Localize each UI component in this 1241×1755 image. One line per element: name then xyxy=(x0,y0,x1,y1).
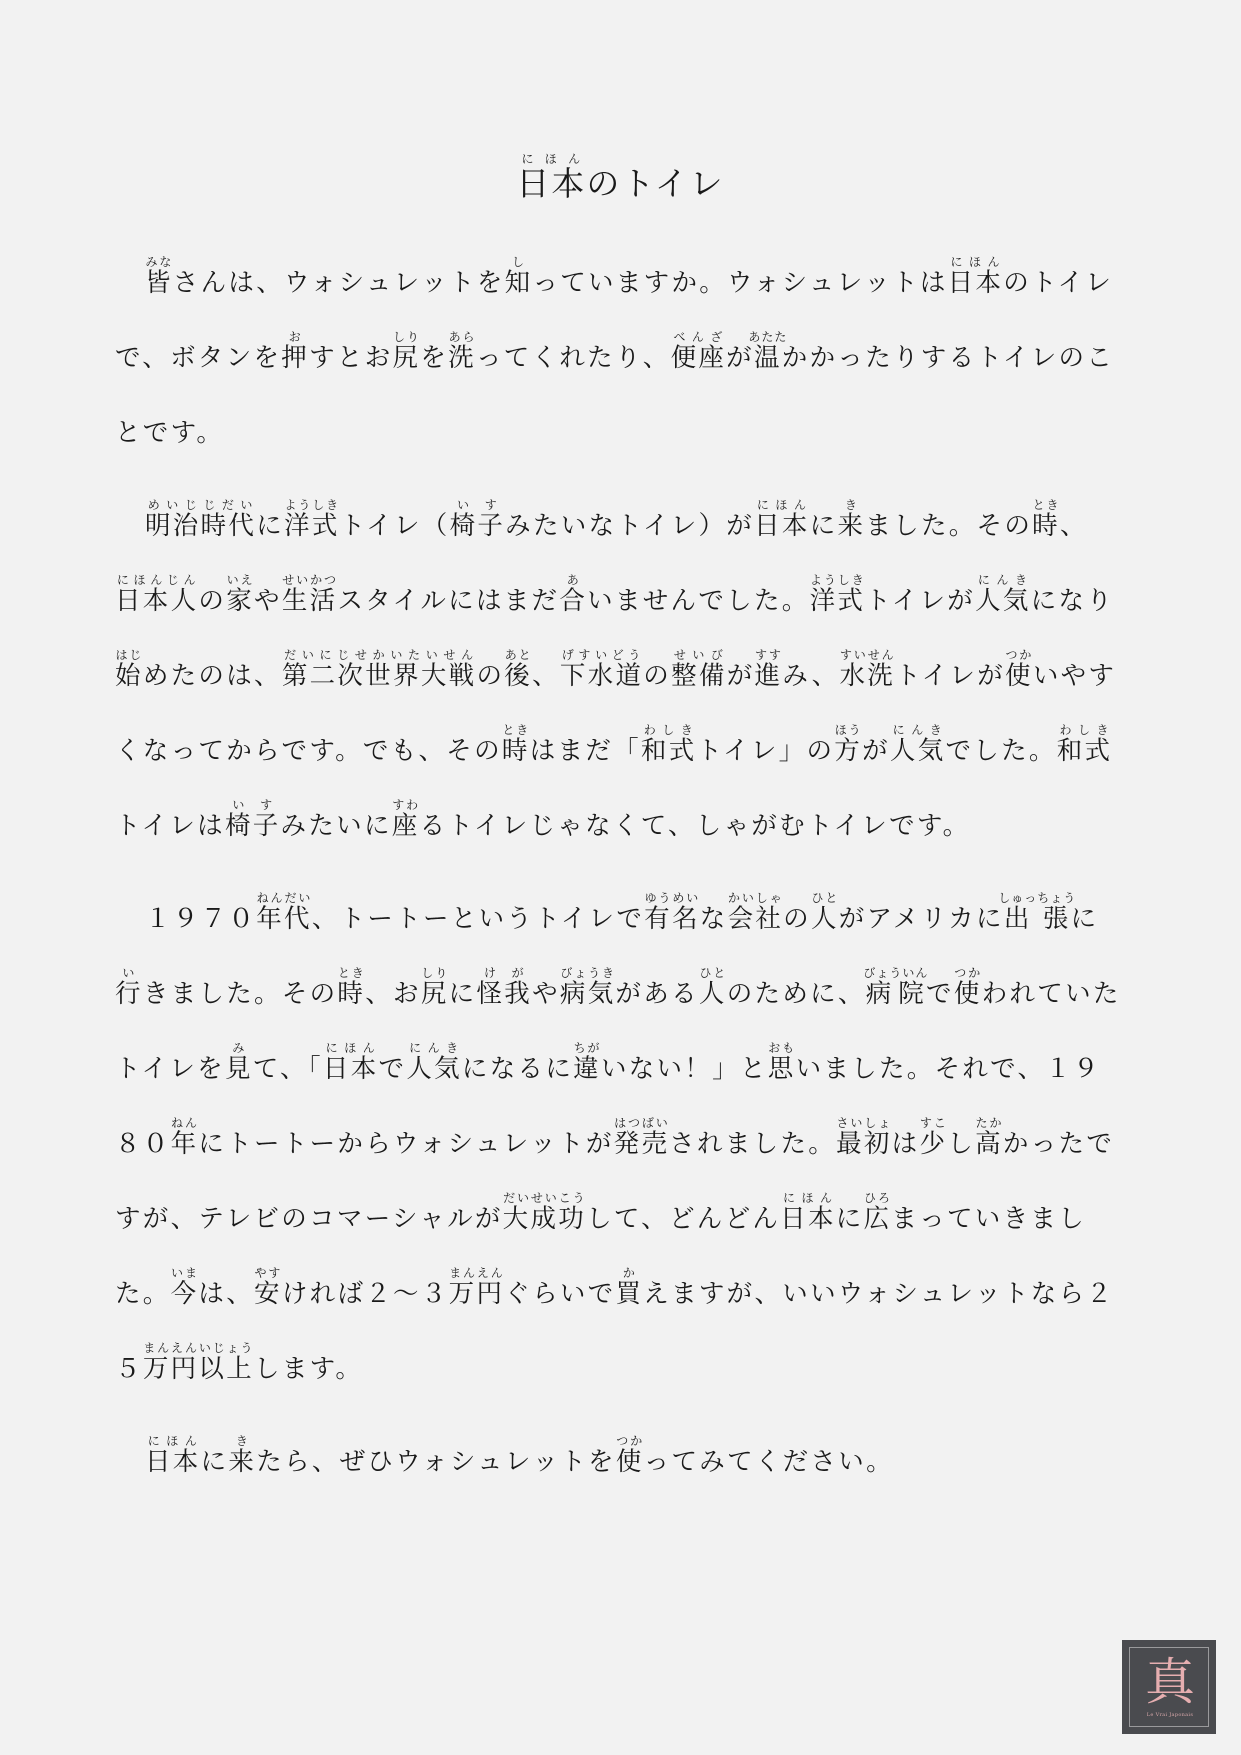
text-run: のトイレで、ボタンを xyxy=(115,268,1114,373)
furigana-word xyxy=(671,648,727,691)
text-run: になるに xyxy=(461,1054,574,1084)
furigana-word xyxy=(448,1266,505,1309)
text-run: みたいに xyxy=(280,811,392,841)
logo-kanji: 真 xyxy=(1145,1653,1195,1711)
furigana-reading: にほん xyxy=(754,498,810,512)
kanji-base: 家 xyxy=(226,586,255,616)
text-run: スタイルにはまだ xyxy=(337,586,560,616)
kanji-base: 洋式 xyxy=(284,511,340,541)
furigana-reading: びょうき xyxy=(559,966,616,980)
furigana-reading: びょういん xyxy=(863,966,929,980)
furigana-word xyxy=(559,966,616,1009)
text-run: いませんでした。 xyxy=(587,586,810,616)
text-run: が xyxy=(726,661,755,691)
kanji-base: 尻 xyxy=(420,979,449,1009)
furigana-word xyxy=(748,330,788,373)
furigana-word xyxy=(975,1116,1003,1159)
furigana-word xyxy=(115,573,199,616)
text-run: して、どんどん xyxy=(586,1204,781,1234)
text-run: に xyxy=(809,511,838,541)
text-run: に xyxy=(200,1447,229,1477)
furigana-word xyxy=(975,573,1031,616)
kanji-base: 方 xyxy=(834,736,863,766)
furigana-reading: まんえんいじょう xyxy=(142,1341,254,1355)
furigana-reading: き xyxy=(228,1434,257,1448)
text-run: るトイレじゃなくて、しゃがむトイレです。 xyxy=(419,811,971,841)
furigana-word xyxy=(224,1041,253,1084)
furigana-reading: にほん xyxy=(322,1041,379,1055)
kanji-base: 日本 xyxy=(754,511,810,541)
text-run: かかったりするトイレのことです。 xyxy=(115,343,1115,448)
furigana-reading: か xyxy=(615,1266,644,1280)
text-run: の xyxy=(783,904,811,934)
furigana-reading: にんき xyxy=(889,723,946,737)
furigana-word xyxy=(615,1434,644,1477)
kanji-base: 後 xyxy=(504,661,533,691)
furigana-reading: ようしき xyxy=(284,498,340,512)
text-run: に xyxy=(448,979,477,1009)
furigana-reading: ようしき xyxy=(809,573,866,587)
furigana-word xyxy=(613,1116,670,1159)
furigana-word xyxy=(256,891,312,934)
furigana-word xyxy=(767,1041,796,1084)
furigana-word xyxy=(836,1116,892,1159)
kanji-base: 怪我 xyxy=(476,979,533,1009)
kanji-base: 出張 xyxy=(998,904,1077,934)
furigana-word xyxy=(670,330,727,373)
furigana-reading: たか xyxy=(975,1116,1003,1130)
furigana-word xyxy=(502,1191,587,1234)
furigana-word xyxy=(145,1434,201,1477)
text-run: で xyxy=(926,979,954,1009)
kanji-base: 使 xyxy=(615,1447,644,1477)
kanji-base: 人気 xyxy=(975,586,1031,616)
furigana-word xyxy=(322,1041,379,1084)
text-run: や xyxy=(532,979,560,1009)
furigana-word xyxy=(839,648,896,691)
furigana-word xyxy=(727,891,784,934)
furigana-reading: すす xyxy=(754,648,783,662)
text-run: し xyxy=(947,1129,976,1159)
text-run: みたいなトイレ）が xyxy=(505,511,755,541)
text-run: たら、ぜひウォシュレットを xyxy=(256,1447,616,1477)
kanji-base: 万円 xyxy=(448,1279,505,1309)
paragraph-3 xyxy=(115,882,1125,1407)
furigana-reading: にほん xyxy=(947,255,1004,269)
text-run: が xyxy=(862,736,890,766)
furigana-word xyxy=(615,1266,644,1309)
furigana-reading: ほう xyxy=(834,723,863,737)
furigana-reading: とき xyxy=(1032,498,1060,512)
text-run: になり xyxy=(1030,586,1115,616)
furigana-reading: すいせん xyxy=(839,648,896,662)
furigana-reading: わしき xyxy=(640,723,697,737)
kanji-base: 来 xyxy=(837,511,866,541)
furigana-word xyxy=(573,1041,601,1084)
furigana-word xyxy=(919,1116,948,1159)
furigana-word xyxy=(953,966,982,1009)
furigana-word xyxy=(420,966,449,1009)
furigana-word xyxy=(559,573,588,616)
text-run: まっていきました。 xyxy=(115,1204,1087,1309)
furigana-reading: しり xyxy=(392,330,421,344)
brand-logo xyxy=(1122,1640,1216,1734)
furigana-reading: にんき xyxy=(406,1041,462,1055)
page-title xyxy=(0,150,1241,218)
text-run: が xyxy=(726,343,754,373)
furigana-word xyxy=(448,330,476,373)
kanji-base: 有名 xyxy=(644,904,700,934)
kanji-base: 来 xyxy=(228,1447,257,1477)
furigana-reading: げすいどう xyxy=(559,648,644,662)
furigana-reading: わしき xyxy=(1056,723,1113,737)
kanji-base: 病気 xyxy=(559,979,616,1009)
kanji-base: 思 xyxy=(767,1054,796,1084)
furigana-word xyxy=(115,648,143,691)
furigana-reading: せいかつ xyxy=(281,573,338,587)
furigana-reading: かいしゃ xyxy=(727,891,784,905)
furigana-reading: にほん xyxy=(780,1191,836,1205)
furigana-reading: いす xyxy=(224,798,281,812)
text-run: て、「 xyxy=(252,1054,323,1084)
kanji-base: 行 xyxy=(115,979,143,1009)
text-run: 、 xyxy=(1059,511,1088,541)
kanji-base: 知 xyxy=(504,268,533,298)
kanji-base: 人気 xyxy=(406,1054,462,1084)
furigana-reading: つか xyxy=(1005,648,1033,662)
kanji-base: 尻 xyxy=(392,343,421,373)
kanji-base: 使 xyxy=(1005,661,1033,691)
furigana-reading: にほん xyxy=(145,1434,201,1448)
kanji-base: 押 xyxy=(281,343,310,373)
furigana-reading: ひろ xyxy=(863,1191,892,1205)
kanji-base: 水洗 xyxy=(839,661,896,691)
furigana-word xyxy=(1005,648,1033,691)
furigana-reading: ひと xyxy=(810,891,839,905)
furigana-word xyxy=(337,966,366,1009)
kanji-base: 見 xyxy=(224,1054,253,1084)
text-run: いやすくなってからです。でも、その xyxy=(115,661,1117,766)
furigana-reading: き xyxy=(837,498,866,512)
kanji-base: 年 xyxy=(170,1129,199,1159)
furigana-reading: いす xyxy=(449,498,506,512)
kanji-base: 椅子 xyxy=(449,511,506,541)
kanji-base: 始 xyxy=(115,661,143,691)
kanji-base: 日本 xyxy=(322,1054,379,1084)
furigana-reading: ちが xyxy=(573,1041,601,1055)
furigana-word xyxy=(640,723,697,766)
furigana-word xyxy=(224,798,281,841)
text-run: がアメリカに xyxy=(838,904,1004,934)
furigana-word xyxy=(228,1434,257,1477)
text-run: きました。その xyxy=(142,979,338,1009)
logo-frame xyxy=(1129,1647,1209,1727)
furigana-word xyxy=(810,891,839,934)
furigana-word xyxy=(644,891,700,934)
text-run: や xyxy=(254,586,282,616)
kanji-base: 少 xyxy=(919,1129,948,1159)
furigana-word xyxy=(281,330,310,373)
furigana-word xyxy=(1056,723,1113,766)
kanji-base: 広 xyxy=(863,1204,892,1234)
furigana-reading: つか xyxy=(615,1434,644,1448)
furigana-word xyxy=(391,798,420,841)
text-run: 、お xyxy=(365,979,421,1009)
text-run: トイレは xyxy=(115,811,225,841)
furigana-word xyxy=(1032,498,1060,541)
kanji-base: 時 xyxy=(337,979,366,1009)
kanji-base: 今 xyxy=(170,1279,199,1309)
text-run: にトートーからウォシュレットが xyxy=(198,1129,614,1159)
furigana-reading: いま xyxy=(170,1266,199,1280)
text-run: トイレが xyxy=(895,661,1006,691)
furigana-reading: みな xyxy=(145,255,173,269)
furigana-reading: さいしょ xyxy=(836,1116,892,1130)
text-run: は、 xyxy=(198,1279,255,1309)
text-run: の xyxy=(643,661,672,691)
text-run: っていますか。ウォシュレットは xyxy=(532,268,948,298)
furigana-reading: ねん xyxy=(170,1116,199,1130)
text-run: に xyxy=(1070,904,1099,934)
text-run: ってくれたり、 xyxy=(475,343,671,373)
furigana-reading: ゆうめい xyxy=(644,891,700,905)
furigana-word xyxy=(406,1041,462,1084)
furigana-reading: あと xyxy=(504,648,533,662)
furigana-reading: とき xyxy=(501,723,530,737)
furigana-reading: せいび xyxy=(671,648,727,662)
furigana-word xyxy=(863,966,929,1009)
text-run: の xyxy=(476,661,505,691)
furigana-reading: にんき xyxy=(975,573,1031,587)
text-run: ってみてください。 xyxy=(643,1447,894,1477)
kanji-base: 時 xyxy=(1032,511,1060,541)
paragraph-1 xyxy=(115,246,1125,471)
furigana-word xyxy=(170,1266,199,1309)
text-run: めたのは、 xyxy=(142,661,282,691)
furigana-word xyxy=(754,498,810,541)
kanji-base: 皆 xyxy=(145,268,173,298)
text-run: ぐらいで xyxy=(504,1279,616,1309)
kanji-base: 日本人 xyxy=(115,586,199,616)
logo-subtitle: Le Vrai Japonais xyxy=(1146,1712,1194,1718)
furigana-word xyxy=(476,966,533,1009)
kanji-base: 進 xyxy=(754,661,783,691)
furigana-word xyxy=(281,573,338,616)
furigana-word xyxy=(115,966,143,1009)
kanji-base: 整備 xyxy=(671,661,727,691)
furigana-word xyxy=(142,1341,255,1384)
text-run: さんは、ウォシュレットを xyxy=(172,268,505,298)
paragraph-2 xyxy=(115,489,1125,864)
kanji-base: 洋式 xyxy=(809,586,866,616)
title-ruby xyxy=(516,152,587,203)
text-run: トイレ（ xyxy=(339,511,450,541)
title-kanji: 日本 xyxy=(516,164,587,203)
text-run: されました。 xyxy=(669,1129,837,1159)
text-run: １９７０ xyxy=(145,904,257,934)
furigana-word xyxy=(837,498,866,541)
text-run: を xyxy=(420,343,449,373)
furigana-reading: だいにじせかいたいせん xyxy=(281,648,477,662)
furigana-reading: にほんじん xyxy=(115,573,199,587)
furigana-reading: はじ xyxy=(115,648,143,662)
furigana-reading: いえ xyxy=(226,573,255,587)
text-run: すとお xyxy=(309,343,393,373)
furigana-word xyxy=(504,648,533,691)
kanji-base: 発売 xyxy=(613,1129,670,1159)
kanji-base: 日本 xyxy=(780,1204,836,1234)
title-furigana: にほん xyxy=(516,152,587,166)
kanji-base: 万円以上 xyxy=(142,1354,255,1384)
title-rest: のトイレ xyxy=(586,164,725,203)
kanji-base: 洗 xyxy=(448,343,476,373)
text-run: のために、 xyxy=(726,979,866,1009)
text-run: がある xyxy=(615,979,699,1009)
kanji-base: 時 xyxy=(501,736,530,766)
paragraph-4 xyxy=(115,1425,1125,1500)
article-body xyxy=(115,246,1125,1518)
furigana-reading: ひと xyxy=(698,966,727,980)
text-run: で xyxy=(378,1054,407,1084)
kanji-base: 買 xyxy=(615,1279,644,1309)
furigana-word xyxy=(809,573,866,616)
furigana-word xyxy=(145,498,257,541)
kanji-base: 人 xyxy=(810,904,839,934)
furigana-word xyxy=(392,330,421,373)
kanji-base: 和式 xyxy=(1056,736,1113,766)
furigana-reading: ねんだい xyxy=(256,891,312,905)
furigana-reading: とき xyxy=(337,966,366,980)
kanji-base: 病院 xyxy=(863,979,929,1009)
furigana-word xyxy=(863,1191,892,1234)
furigana-word xyxy=(501,723,530,766)
furigana-reading: み xyxy=(224,1041,253,1055)
kanji-base: 生活 xyxy=(281,586,338,616)
furigana-reading: すわ xyxy=(391,798,420,812)
kanji-base: 人気 xyxy=(889,736,946,766)
text-run: えますが、いいウォシュレットなら２５ xyxy=(115,1279,1115,1384)
text-run: トイレが xyxy=(865,586,976,616)
furigana-word xyxy=(998,891,1077,934)
kanji-base: 合 xyxy=(559,586,588,616)
text-run: でした。 xyxy=(945,736,1057,766)
furigana-reading: あ xyxy=(559,573,588,587)
kanji-base: 違 xyxy=(573,1054,601,1084)
furigana-word xyxy=(170,1116,199,1159)
kanji-base: 大成功 xyxy=(502,1204,587,1234)
text-run: ければ２～３ xyxy=(281,1279,449,1309)
furigana-word xyxy=(226,573,255,616)
furigana-reading: あら xyxy=(448,330,476,344)
furigana-word xyxy=(559,648,644,691)
text-run: の xyxy=(198,586,227,616)
furigana-word xyxy=(254,1266,282,1309)
text-run: は xyxy=(891,1129,920,1159)
furigana-reading: めいじじだい xyxy=(145,498,257,512)
kanji-base: 使 xyxy=(953,979,982,1009)
furigana-reading: しり xyxy=(420,966,449,980)
kanji-base: 椅子 xyxy=(224,811,281,841)
kanji-base: 日本 xyxy=(947,268,1004,298)
furigana-reading: けが xyxy=(476,966,533,980)
kanji-base: 便座 xyxy=(670,343,727,373)
text-run: ました。その xyxy=(865,511,1033,541)
furigana-reading: だいせいこう xyxy=(502,1191,587,1205)
text-run: いない！」と xyxy=(600,1054,768,1084)
furigana-reading: やす xyxy=(254,1266,282,1280)
kanji-base: 和式 xyxy=(640,736,697,766)
text-run: に xyxy=(835,1204,864,1234)
text-run: われていたトイレを xyxy=(115,979,1121,1084)
furigana-reading: い xyxy=(115,966,143,980)
furigana-reading: し xyxy=(504,255,533,269)
furigana-word xyxy=(698,966,727,1009)
kanji-base: 安 xyxy=(254,1279,282,1309)
text-run: に xyxy=(256,511,285,541)
kanji-base: 第二次世界大戦 xyxy=(281,661,477,691)
kanji-base: 会社 xyxy=(727,904,784,934)
furigana-word xyxy=(281,648,477,691)
kanji-base: 高 xyxy=(975,1129,1003,1159)
text-run: 、トートーというトイレで xyxy=(311,904,645,934)
furigana-word xyxy=(947,255,1004,298)
kanji-base: 下水道 xyxy=(559,661,644,691)
furigana-word xyxy=(284,498,340,541)
furigana-word xyxy=(889,723,946,766)
furigana-reading: つか xyxy=(953,966,982,980)
text-run: します。 xyxy=(254,1354,364,1384)
furigana-reading: まんえん xyxy=(448,1266,505,1280)
furigana-reading: おも xyxy=(767,1041,796,1055)
text-run: み、 xyxy=(782,661,840,691)
furigana-reading: べんざ xyxy=(670,330,727,344)
kanji-base: 年代 xyxy=(256,904,312,934)
furigana-word xyxy=(449,498,506,541)
text-run: はまだ「 xyxy=(529,736,641,766)
kanji-base: 座 xyxy=(391,811,420,841)
furigana-word xyxy=(754,648,783,691)
text-run: な xyxy=(699,904,728,934)
text-run: 、 xyxy=(532,661,560,691)
furigana-word xyxy=(504,255,533,298)
furigana-reading: しゅっちょう xyxy=(998,891,1077,905)
kanji-base: 人 xyxy=(698,979,727,1009)
furigana-reading: お xyxy=(281,330,310,344)
kanji-base: 温 xyxy=(748,343,788,373)
kanji-base: 日本 xyxy=(145,1447,201,1477)
furigana-reading: すこ xyxy=(919,1116,948,1130)
furigana-reading: はつばい xyxy=(613,1116,670,1130)
text-run: いました。それで、１９８０ xyxy=(115,1054,1101,1159)
kanji-base: 明治時代 xyxy=(145,511,257,541)
furigana-reading: あたた xyxy=(748,330,788,344)
furigana-word xyxy=(145,255,173,298)
furigana-word xyxy=(834,723,863,766)
kanji-base: 最初 xyxy=(836,1129,892,1159)
text-run: かったですが、テレビのコマーシャルが xyxy=(115,1129,1115,1234)
furigana-word xyxy=(780,1191,836,1234)
text-run: トイレ」の xyxy=(696,736,835,766)
